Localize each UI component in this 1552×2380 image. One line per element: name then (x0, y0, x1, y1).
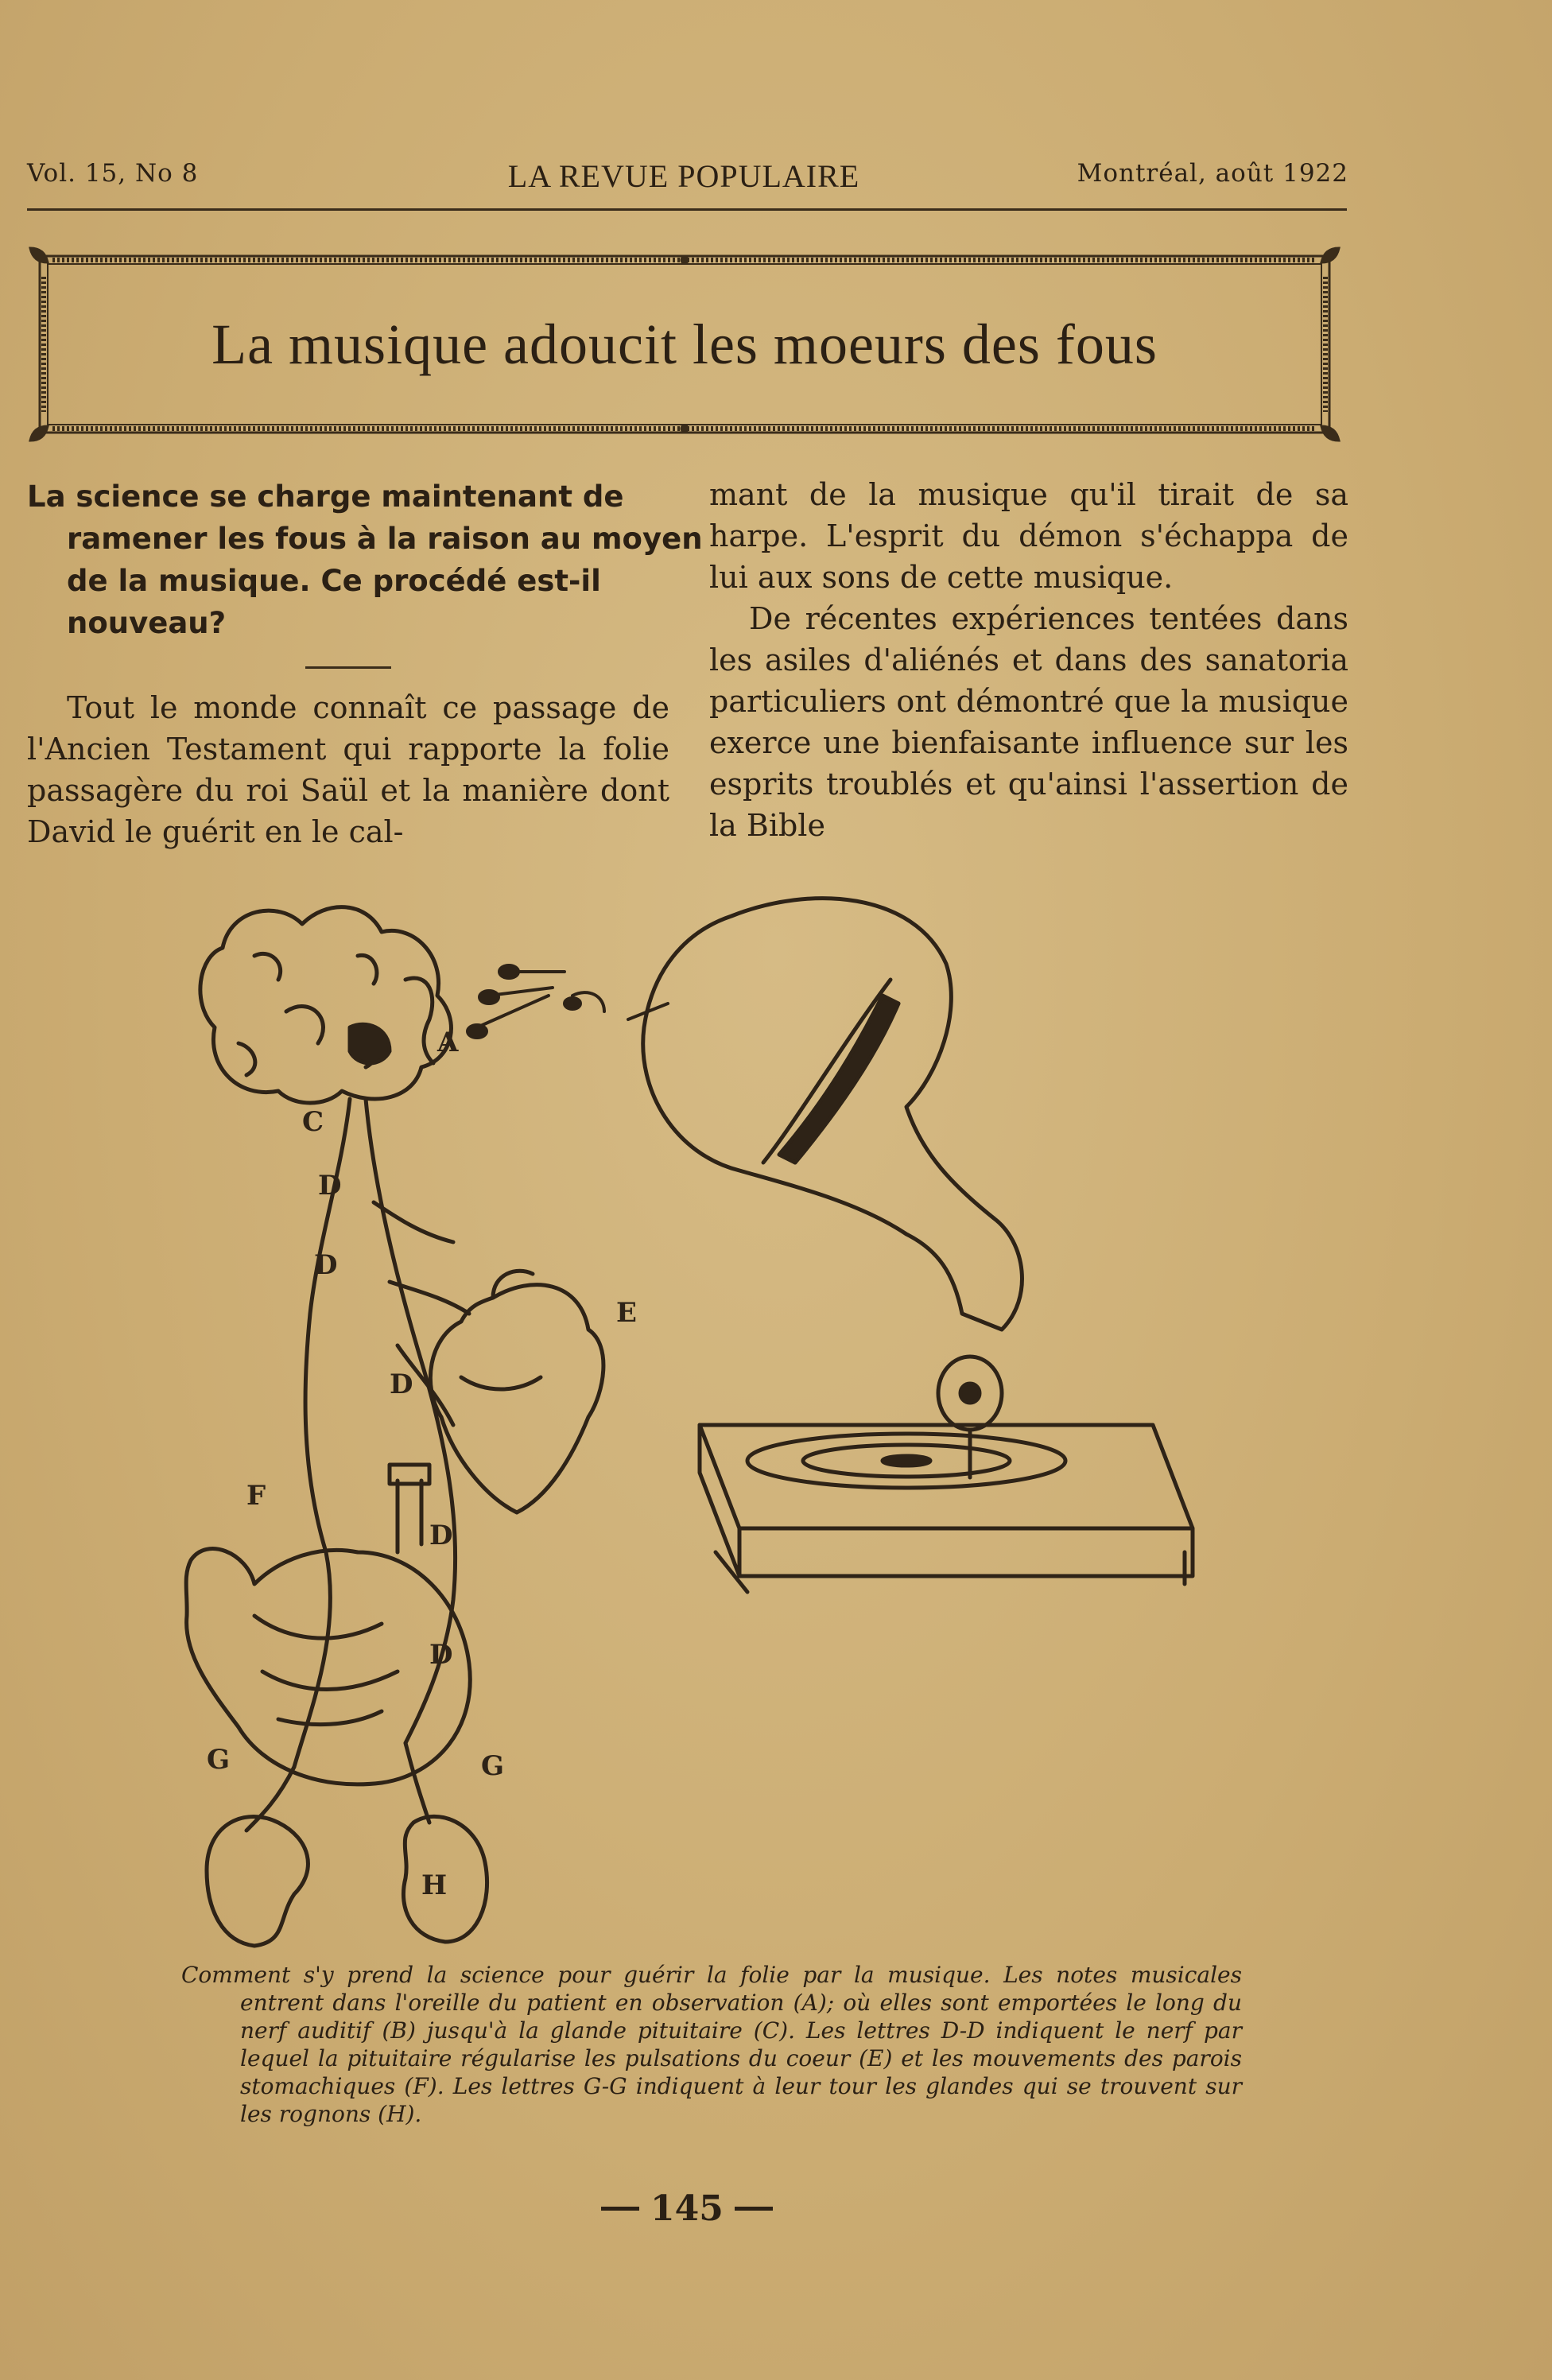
kidney-left-drawing (207, 1817, 308, 1947)
label-a: A (437, 1027, 459, 1058)
label-e: E (616, 1297, 637, 1329)
paragraph: mant de la musique qu'il tirait de sa harpe. L'esprit du démon s'échappa de lui aux sons de cette musique. (709, 477, 1348, 595)
title-frame (29, 245, 1341, 444)
label-c: C (302, 1106, 324, 1138)
article-title: La musique adoucit les moeurs des fous (211, 312, 1158, 376)
label-d: D (318, 1170, 342, 1202)
folio-dash (601, 2207, 639, 2211)
paragraph: De récentes expériences tentées dans les asiles d'aliénés et dans des sanatoria particuliers ont démontré que la musique exerce une bienfaisante influence sur les esprits troublés et qu'ainsi l'assertion de la Bible (709, 601, 1348, 843)
label-g: G (207, 1744, 231, 1776)
label-f: F (246, 1480, 266, 1512)
phonograph-drawing (643, 899, 1193, 1592)
illustration (159, 868, 1224, 1950)
header-rule (27, 208, 1347, 211)
place-date: Montréal, août 1922 (1077, 159, 1348, 188)
anatomy-phonograph-drawing (159, 868, 1224, 1950)
paragraph: Tout le monde connaît ce passage de l'Ancien Testament qui rapporte la folie passagère du roi Saül et la manière dont David le guérit en le cal- (27, 690, 669, 849)
label-h: H (421, 1869, 448, 1901)
label-d: D (314, 1249, 338, 1281)
label-d: D (429, 1639, 453, 1671)
label-d: D (390, 1369, 413, 1400)
music-notes-drawing (468, 965, 668, 1038)
label-g: G (481, 1750, 505, 1782)
figure-caption: Comment s'y prend la science pour guérir la folie par la musique. Les notes musicales entrent dans l'oreille du patient en observation (A); où elles sont emportées le long du nerf auditif (B) jusqu'à la glande pituitaire (C). Les lettres D-D indiquent le nerf par lequel la pituitaire régularise les pulsations du coeur (E) et les mouvements des parois stomachiques (F). Les lettres G-G indiquent à leur tour les glandes qui se trouvent sur les rognons (H). (181, 1962, 1242, 2127)
folio-dash (735, 2207, 773, 2211)
page-number (601, 2188, 773, 2229)
deck-rule (305, 666, 391, 669)
page-number-text: 145 (650, 2188, 724, 2229)
heart-drawing (430, 1285, 603, 1512)
label-d: D (429, 1520, 453, 1551)
volume-number: Vol. 15, No 8 (27, 159, 199, 188)
text-column-left (27, 687, 669, 852)
magazine-title: LA REVUE POPULAIRE (507, 158, 860, 194)
text-column-right (709, 474, 1348, 846)
brain-drawing (200, 907, 452, 1103)
article-deck: La science se charge maintenant de ramener les fous à la raison au moyen de la musique. Ce procédé est-il nouveau? (27, 479, 703, 640)
